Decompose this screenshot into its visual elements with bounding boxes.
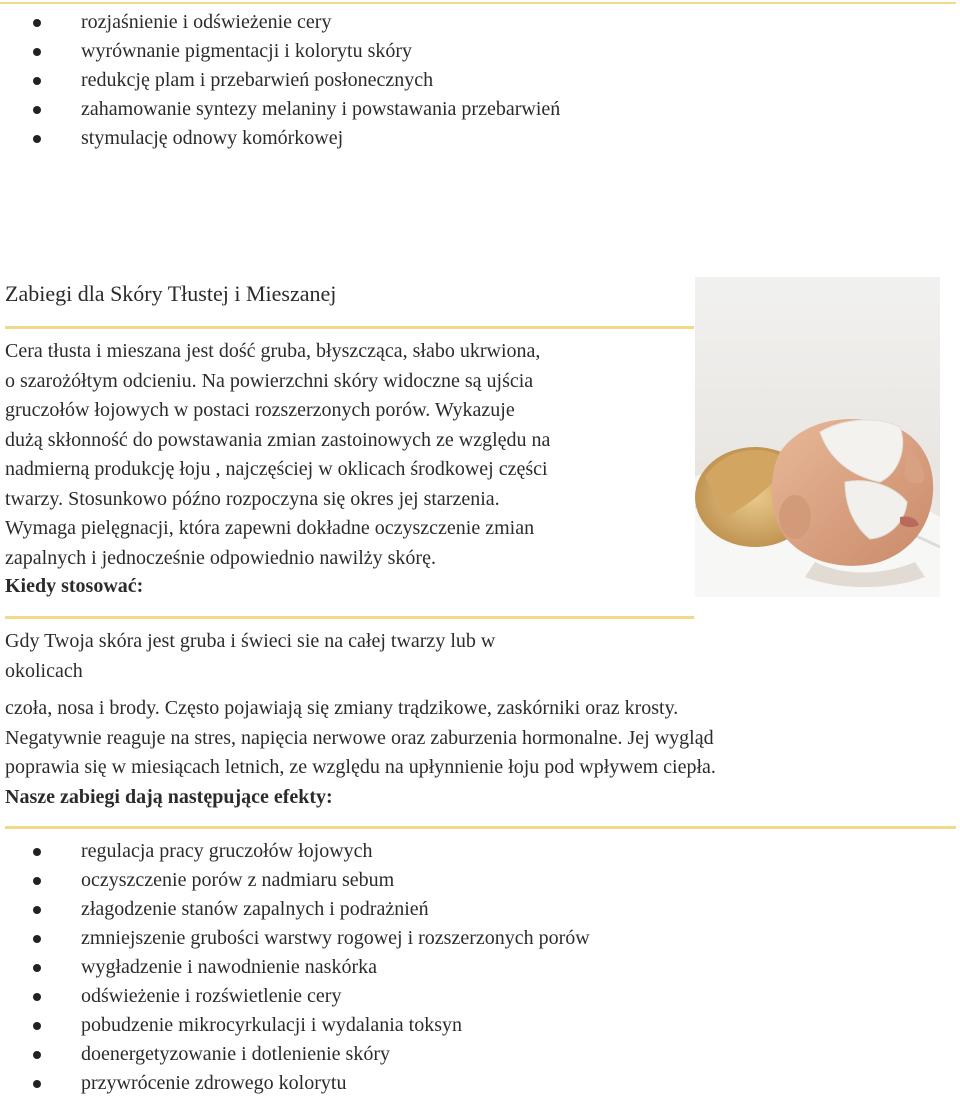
description-line: twarzy. Stosunkowo późno rozpoczyna się okres jej starzenia. [5, 487, 500, 510]
bullet-icon [33, 1022, 41, 1030]
when-divider [5, 616, 694, 619]
bullet-icon [33, 1080, 41, 1088]
face-mask-photo [695, 277, 940, 597]
when-to-use-text [5, 627, 695, 686]
description-line: Wymaga pielęgnacji, która zapewni dokładne oczyszczenie zmian [5, 517, 535, 539]
list-item-text: pobudzenie mikrocyrkulacji i wydalania toksyn [81, 1014, 463, 1036]
effects-heading: Nasze zabiegi dają następujące efekty: [5, 786, 333, 808]
effects-divider [5, 826, 956, 829]
bullet-icon [33, 106, 41, 114]
list-item [0, 1011, 590, 1040]
bullet-icon [33, 19, 41, 27]
bullet-icon [33, 935, 41, 943]
title-divider [5, 326, 694, 329]
bullet-icon [33, 906, 41, 914]
bullet-icon [33, 1051, 41, 1059]
list-item-text: redukcję plam i przebarwień posłonecznych [81, 69, 434, 91]
when-continued-line: czoła, nosa i brody. Często pojawiają się zmiany trądzikowe, zaskórniki oraz krosty. [5, 697, 679, 719]
list-item-text: oczyszczenie porów z nadmiaru sebum [81, 869, 395, 891]
description-line: dużą skłonność do powstawania zmian zastoinowych ze względu na [5, 428, 551, 451]
list-item [0, 924, 590, 953]
list-item-text: odświeżenie i rozświetlenie cery [81, 985, 342, 1007]
when-continued-line: Negatywnie reaguje na stres, napięcia nerwowe oraz zaburzenia hormonalne. Jej wygląd [5, 726, 714, 749]
bullet-icon [33, 993, 41, 1001]
list-item [0, 982, 590, 1011]
section-title: Zabiegi dla Skóry Tłustej i Mieszanej [5, 281, 337, 306]
list-item [0, 1069, 590, 1098]
list-item [0, 66, 560, 95]
list-item [0, 895, 590, 924]
list-item-text: regulacja pracy gruczołów łojowych [81, 840, 373, 862]
when-to-use-continued [5, 694, 955, 783]
list-item-text: wygładzenie i nawodnienie naskórka [81, 956, 378, 978]
bullet-icon [33, 877, 41, 885]
when-line: Gdy Twoja skóra jest gruba i świeci sie na całej twarzy lub w [5, 630, 496, 652]
list-item-text: zmniejszenie grubości warstwy rogowej i rozszerzonych porów [81, 927, 590, 949]
list-item [0, 953, 590, 982]
list-item-text: przywrócenie zdrowego kolorytu [81, 1072, 347, 1094]
list-item-text: stymulację odnowy komórkowej [81, 127, 344, 149]
list-item-text: wyrównanie pigmentacji i kolorytu skóry [81, 40, 413, 62]
list-item-text: złagodzenie stanów zapalnych i podrażnień [81, 898, 429, 920]
bullet-icon [33, 964, 41, 972]
bullet-icon [33, 848, 41, 856]
benefits-top-list [0, 8, 560, 153]
description-line: gruczołów łojowych w postaci rozszerzonych porów. Wykazuje [5, 399, 515, 421]
description-line: o szarożółtym odcieniu. Na powierzchni skóry widoczne są ujścia [5, 369, 534, 392]
list-item [0, 1040, 590, 1069]
list-item [0, 37, 560, 66]
description-line: zapalnych i jednocześnie odpowiednio nawilży skórę. [5, 546, 436, 569]
bullet-icon [33, 77, 41, 85]
when-continued-line: poprawia się w miesiącach letnich, ze względu na upłynnienie łoju pod wpływem ciepła. [5, 756, 716, 778]
description-line: nadmierną produkcję łoju , najczęściej w oklicach środkowej części [5, 458, 548, 480]
list-item [0, 8, 560, 37]
list-item-text: doenergetyzowanie i dotlenienie skóry [81, 1043, 390, 1065]
effects-list [0, 837, 590, 1098]
list-item [0, 866, 590, 895]
list-item-text: rozjaśnienie i odświeżenie cery [81, 11, 332, 33]
when-line: okolicach [5, 659, 83, 682]
top-divider [0, 2, 956, 4]
list-item [0, 124, 560, 153]
bullet-icon [33, 48, 41, 56]
when-to-use-heading: Kiedy stosować: [5, 575, 144, 597]
list-item [0, 837, 590, 866]
skin-description [5, 337, 695, 573]
list-item-text: zahamowanie syntezy melaniny i powstawania przebarwień [81, 98, 561, 120]
bullet-icon [33, 135, 41, 143]
list-item [0, 95, 560, 124]
description-line: Cera tłusta i mieszana jest dość gruba, błyszcząca, słabo ukrwiona, [5, 340, 541, 362]
face-mask-photo-icon [695, 277, 940, 597]
